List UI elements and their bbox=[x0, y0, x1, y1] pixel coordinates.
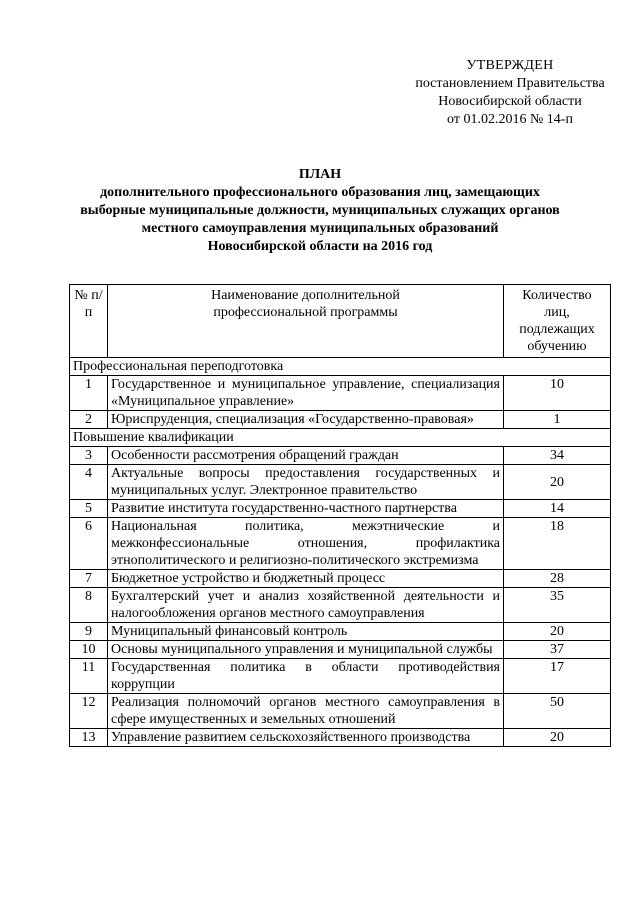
program-name: Государственная политика в области противодействия коррупции bbox=[108, 659, 504, 694]
document-title bbox=[40, 166, 600, 256]
title-line: ПЛАН bbox=[298, 167, 342, 182]
participants-count: 28 bbox=[504, 570, 611, 588]
section-title: Профессиональная переподготовка bbox=[70, 358, 611, 376]
row-number: 12 bbox=[70, 694, 108, 729]
row-number: 8 bbox=[70, 588, 108, 623]
program-name: Государственное и муниципальное управление, специализация «Муниципальное управление» bbox=[108, 376, 504, 411]
plan-table bbox=[69, 284, 611, 747]
program-name: Бюджетное устройство и бюджетный процесс bbox=[108, 570, 504, 588]
table-row bbox=[70, 570, 611, 588]
participants-count: 1 bbox=[504, 411, 611, 429]
table-row bbox=[70, 659, 611, 694]
approval-heading: УТВЕРЖДЕН bbox=[466, 58, 554, 73]
participants-count: 20 bbox=[504, 729, 611, 747]
approval-block bbox=[392, 57, 628, 129]
table-row bbox=[70, 623, 611, 641]
participants-count: 34 bbox=[504, 447, 611, 465]
approval-line: постановлением Правительства bbox=[415, 76, 605, 91]
table-row bbox=[70, 465, 611, 500]
program-name: Основы муниципального управления и муниципальной службы bbox=[108, 641, 504, 659]
header-num: № п/п bbox=[70, 285, 108, 358]
title-line: дополнительного профессионального образования лиц, замещающих bbox=[100, 185, 540, 200]
table-row bbox=[70, 588, 611, 623]
section-row bbox=[70, 429, 611, 447]
row-number: 9 bbox=[70, 623, 108, 641]
program-name: Национальная политика, межэтнические и межконфессиональные отношения, профилактика этнополитического и религиозно-политического экстремизма bbox=[108, 518, 504, 570]
table-row bbox=[70, 447, 611, 465]
row-number: 11 bbox=[70, 659, 108, 694]
participants-count: 14 bbox=[504, 500, 611, 518]
program-name: Муниципальный финансовый контроль bbox=[108, 623, 504, 641]
table-row bbox=[70, 641, 611, 659]
table-row bbox=[70, 694, 611, 729]
program-name: Особенности рассмотрения обращений граждан bbox=[108, 447, 504, 465]
row-number: 6 bbox=[70, 518, 108, 570]
participants-count: 18 bbox=[504, 518, 611, 570]
program-name: Актуальные вопросы предоставления государственных и муниципальных услуг. Электронное правительство bbox=[108, 465, 504, 500]
table-row bbox=[70, 411, 611, 429]
table-row bbox=[70, 518, 611, 570]
program-name: Управление развитием сельскохозяйственного производства bbox=[108, 729, 504, 747]
row-number: 5 bbox=[70, 500, 108, 518]
participants-count: 20 bbox=[504, 623, 611, 641]
section-title: Повышение квалификации bbox=[70, 429, 611, 447]
title-line: местного самоуправления муниципальных образований bbox=[141, 221, 499, 236]
approval-line: Новосибирской области bbox=[438, 94, 582, 109]
row-number: 2 bbox=[70, 411, 108, 429]
header-program-name: Наименование дополнительной профессиональной программы bbox=[108, 285, 504, 358]
row-number: 1 bbox=[70, 376, 108, 411]
row-number: 3 bbox=[70, 447, 108, 465]
row-number: 4 bbox=[70, 465, 108, 500]
row-number: 13 bbox=[70, 729, 108, 747]
participants-count: 20 bbox=[504, 465, 611, 500]
table-row bbox=[70, 729, 611, 747]
approval-date-line: от 01.02.2016 № 14-п bbox=[447, 112, 573, 127]
program-name: Развитие института государственно-частного партнерства bbox=[108, 500, 504, 518]
table-header-row bbox=[70, 285, 611, 358]
title-line: Новосибирской области на 2016 год bbox=[207, 239, 433, 254]
participants-count: 35 bbox=[504, 588, 611, 623]
table-body bbox=[70, 358, 611, 747]
table-row bbox=[70, 376, 611, 411]
program-name: Реализация полномочий органов местного самоуправления в сфере имущественных и земельных отношений bbox=[108, 694, 504, 729]
table-row bbox=[70, 500, 611, 518]
participants-count: 10 bbox=[504, 376, 611, 411]
title-line: выборные муниципальные должности, муниципальных служащих органов bbox=[80, 203, 560, 218]
participants-count: 50 bbox=[504, 694, 611, 729]
row-number: 7 bbox=[70, 570, 108, 588]
row-number: 10 bbox=[70, 641, 108, 659]
program-name: Юриспруденция, специализация «Государственно-правовая» bbox=[108, 411, 504, 429]
header-quantity: Количество лиц, подлежащих обучению bbox=[504, 285, 611, 358]
participants-count: 17 bbox=[504, 659, 611, 694]
participants-count: 37 bbox=[504, 641, 611, 659]
program-name: Бухгалтерский учет и анализ хозяйственной деятельности и налогообложения органов местного самоуправления bbox=[108, 588, 504, 623]
section-row bbox=[70, 358, 611, 376]
